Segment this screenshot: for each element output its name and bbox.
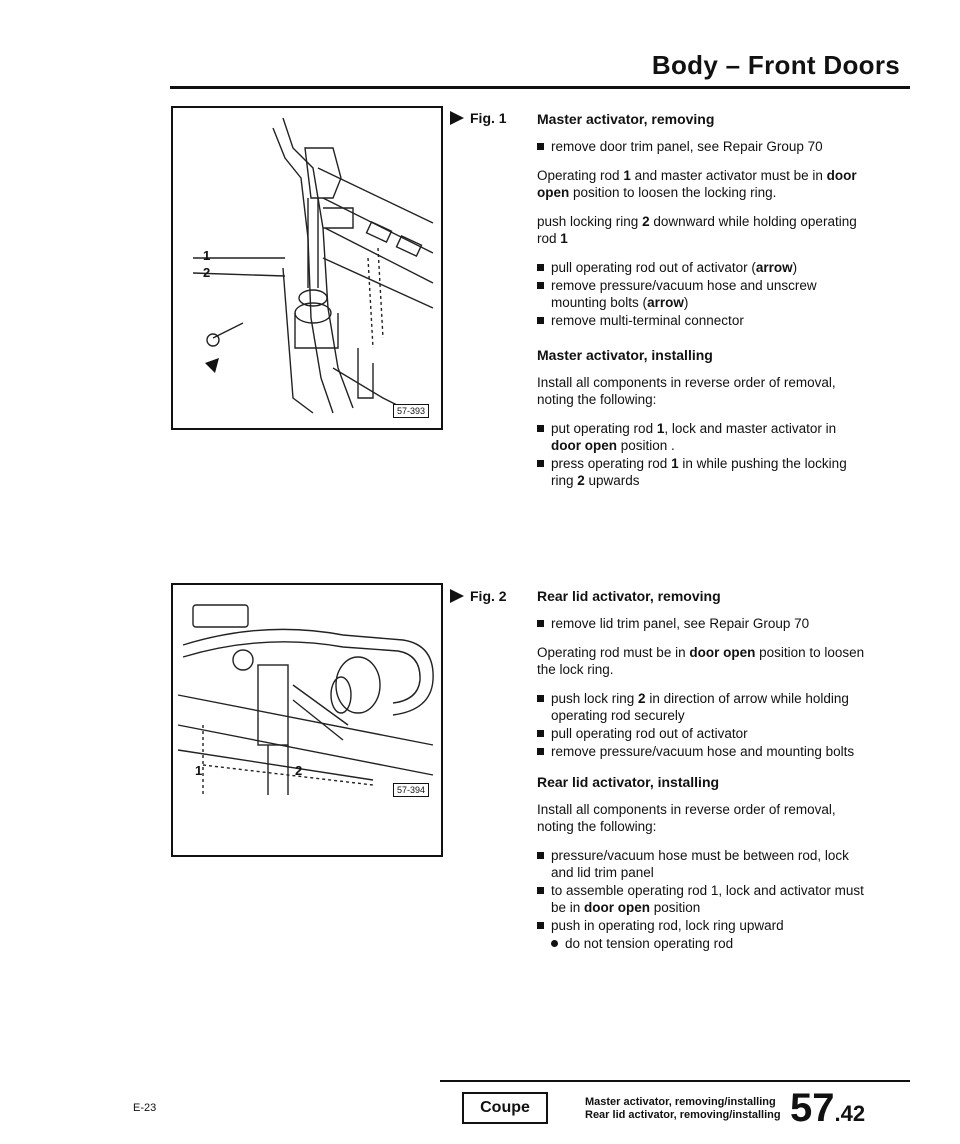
bullet-list: [537, 847, 867, 952]
bullet-list: [537, 615, 867, 632]
section-title: Master activator, removing: [537, 111, 715, 127]
page-title: Body – Front Doors: [651, 50, 900, 80]
figure-1-reference: [450, 110, 507, 126]
figure-1-callout-1: 1: [203, 248, 211, 263]
footer-topic-2: Rear lid activator, removing/installing: [585, 1109, 781, 1121]
figure-1-drawing: [173, 108, 441, 428]
list-item: remove lid trim panel, see Repair Group 70: [537, 615, 867, 632]
rear-lid-activator-column: [537, 588, 867, 964]
model-badge: Coupe: [462, 1092, 548, 1124]
list-item: press operating rod 1 in while pushing the locking ring 2 upwards: [537, 455, 867, 489]
figure-2-code: 57-394: [393, 783, 429, 797]
arrow-right-icon: [450, 111, 464, 125]
figure-2-illustration: [171, 583, 443, 857]
list-item: remove pressure/vacuum hose and unscrew mounting bolts (arrow): [537, 277, 867, 311]
bullet-list: [537, 259, 867, 329]
footer-topic-1: Master activator, removing/installing: [585, 1096, 776, 1108]
figure-1-illustration: [171, 106, 443, 430]
paragraph: Operating rod must be in door open position to loosen the lock ring.: [537, 645, 865, 677]
section-title: Master activator, installing: [537, 347, 713, 363]
paragraph: Operating rod 1 and master activator must be in door open position to loosen the locking ring.: [537, 168, 857, 200]
bullet-list: [537, 420, 867, 489]
bullet-list: [537, 138, 867, 155]
list-item: pull operating rod out of activator: [537, 725, 867, 742]
section-title: Rear lid activator, installing: [537, 774, 720, 790]
paragraph: Install all components in reverse order of removal, noting the following:: [537, 802, 836, 834]
figure-1-label: Fig. 1: [470, 110, 507, 126]
page-code: E-23: [133, 1102, 157, 1114]
list-item: to assemble operating rod 1, lock and activator must be in door open position: [537, 882, 867, 916]
list-item: remove door trim panel, see Repair Group 70: [537, 138, 867, 155]
list-item: push lock ring 2 in direction of arrow while holding operating rod securely: [537, 690, 867, 724]
page-number: 57.42: [790, 1086, 866, 1130]
list-item: put operating rod 1, lock and master activator in door open position .: [537, 420, 867, 454]
figure-2-drawing: [173, 585, 441, 855]
paragraph: push locking ring 2 downward while holding operating rod 1: [537, 214, 857, 246]
list-item: remove multi-terminal connector: [537, 312, 867, 329]
figure-1-code: 57-393: [393, 404, 429, 418]
master-activator-column: [537, 111, 867, 501]
figure-2-callout-1: 1: [195, 763, 203, 778]
bullet-list: [537, 690, 867, 760]
list-item: pressure/vacuum hose must be between rod, lock and lid trim panel: [537, 847, 867, 881]
footer-topics: [585, 1096, 781, 1122]
paragraph: Install all components in reverse order of removal, noting the following:: [537, 375, 836, 407]
list-item: remove pressure/vacuum hose and mounting bolts: [537, 743, 867, 760]
figure-2-label: Fig. 2: [470, 588, 507, 604]
list-item: do not tension operating rod: [537, 935, 867, 952]
header-rule: [170, 86, 910, 89]
figure-1-callout-2: 2: [203, 265, 211, 280]
figure-2-reference: [450, 588, 507, 604]
list-item: push in operating rod, lock ring upward: [537, 917, 867, 934]
footer-rule: [440, 1080, 910, 1082]
figure-2-callout-2: 2: [295, 763, 303, 778]
list-item: pull operating rod out of activator (arrow): [537, 259, 867, 276]
arrow-right-icon: [450, 589, 464, 603]
section-title: Rear lid activator, removing: [537, 588, 721, 604]
